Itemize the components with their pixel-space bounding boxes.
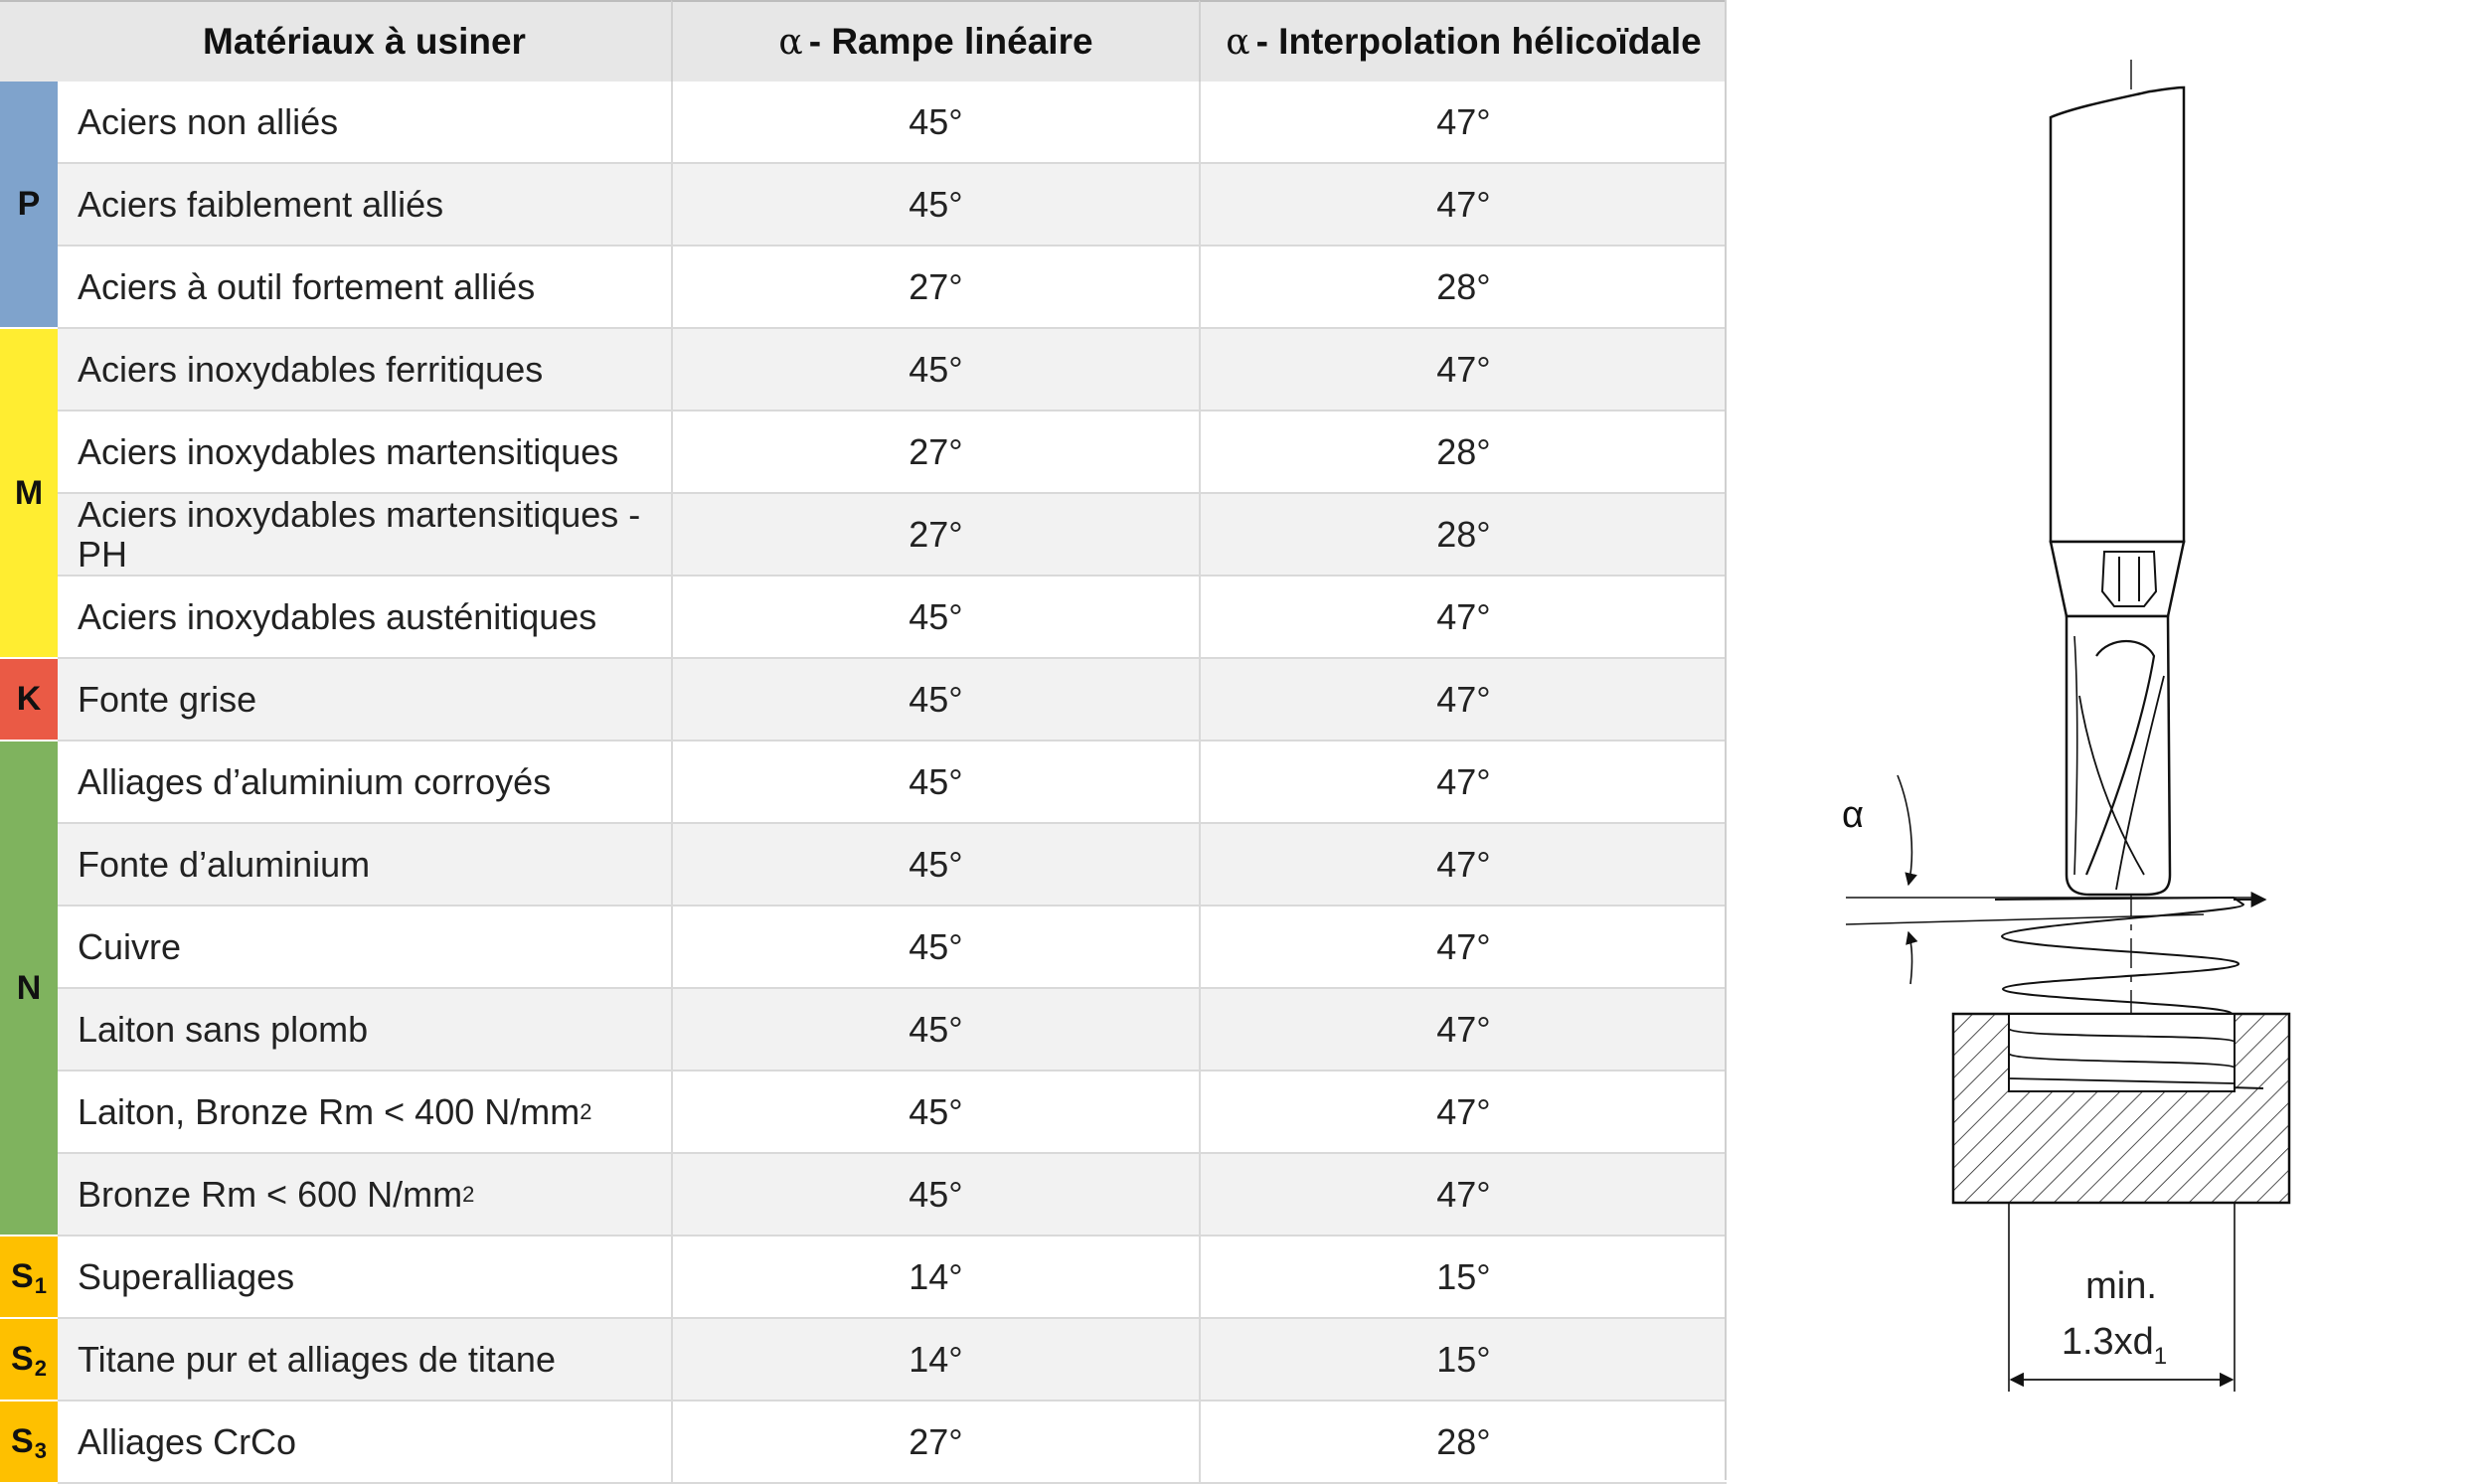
linear-ramp-cell: 45° — [671, 164, 1199, 245]
material-cell: Titane pur et alliages de titane — [78, 1338, 556, 1380]
helical-interp-cell: 47° — [1199, 742, 1727, 822]
table-row — [58, 329, 1727, 412]
table-row — [58, 1402, 1727, 1484]
material-cell: Aciers faiblement alliés — [78, 183, 444, 225]
linear-ramp-cell: 45° — [671, 742, 1199, 822]
group-m: M — [0, 329, 58, 659]
linear-ramp-cell: 45° — [671, 989, 1199, 1070]
table-row — [58, 742, 1727, 824]
linear-ramp-cell: 45° — [671, 907, 1199, 987]
material-cell: Laiton sans plomb — [78, 1008, 369, 1050]
linear-ramp-cell: 14° — [671, 1237, 1199, 1317]
header-helical-label: - Interpolation hélicoïdale — [1255, 21, 1702, 62]
material-cell: Bronze Rm < 600 N/mm 2 — [78, 1173, 475, 1215]
group-p: P — [0, 82, 58, 329]
linear-ramp-cell: 45° — [671, 577, 1199, 657]
helical-interp-cell: 47° — [1199, 164, 1727, 245]
helical-interp-cell: 28° — [1199, 247, 1727, 327]
helical-interp-cell: 47° — [1199, 1154, 1727, 1235]
material-cell: Superalliages — [78, 1255, 295, 1297]
linear-ramp-cell: 45° — [671, 659, 1199, 740]
dimension-label-min: min. — [2085, 1265, 2157, 1307]
table-row — [58, 1154, 1727, 1237]
table-row — [58, 659, 1727, 742]
material-cell: Cuivre — [78, 925, 182, 967]
material-cell: Alliages d’aluminium corroyés — [78, 760, 552, 802]
alpha-arc-bottom — [1908, 932, 1911, 984]
helical-interp-cell: 47° — [1199, 329, 1727, 410]
linear-ramp-cell: 45° — [671, 329, 1199, 410]
helical-interp-cell: 47° — [1199, 659, 1727, 740]
table-row — [58, 494, 1727, 577]
milling-ramp-diagram — [1727, 0, 2485, 1460]
group-s2: S $_2$ — [0, 1319, 58, 1402]
group-k: K — [0, 659, 58, 742]
material-cell: Aciers inoxydables ferritiques — [78, 348, 544, 390]
material-cell: Aciers inoxydables martensitiques — [78, 430, 619, 472]
linear-ramp-cell: 45° — [671, 1154, 1199, 1235]
material-cell: Fonte grise — [78, 678, 257, 720]
table-row — [58, 1237, 1727, 1319]
helical-interp-cell: 28° — [1199, 1402, 1727, 1482]
helical-interp-cell: 15° — [1199, 1237, 1727, 1317]
material-cell: Alliages CrCo — [78, 1420, 297, 1462]
table-row — [58, 824, 1727, 907]
table-row — [58, 412, 1727, 494]
header-linear-label: - Rampe linéaire — [808, 21, 1093, 62]
tool-flat-icon — [2102, 552, 2156, 606]
helical-interp-cell: 28° — [1199, 412, 1727, 492]
dimension-label-value: $1.3xd_1$ — [2061, 1321, 2168, 1370]
tool-shank — [2051, 87, 2184, 542]
material-cell: Aciers non alliés — [78, 100, 339, 142]
header-linear-alpha: α — [778, 21, 803, 63]
material-cell: Fonte d’aluminium — [78, 843, 371, 885]
table-row — [58, 247, 1727, 329]
header-materials-label: Matériaux à usiner — [203, 21, 526, 62]
material-cell: Aciers inoxydables austénitiques — [78, 595, 597, 637]
table-row — [58, 1319, 1727, 1402]
header-materials — [58, 0, 671, 82]
table-row — [58, 989, 1727, 1072]
material-cell: Aciers à outil fortement alliés — [78, 265, 536, 307]
linear-ramp-cell: 14° — [671, 1319, 1199, 1400]
helical-interp-cell: 28° — [1199, 494, 1727, 575]
table-row — [58, 82, 1727, 164]
helical-interp-cell: 47° — [1199, 824, 1727, 905]
group-n: N — [0, 742, 58, 1237]
table-row — [58, 1072, 1727, 1154]
helical-interp-cell: 47° — [1199, 82, 1727, 162]
helical-interp-cell: 47° — [1199, 907, 1727, 987]
material-cell: Laiton, Bronze Rm < 400 N/mm 2 — [78, 1090, 592, 1132]
group-s1: S $_1$ — [0, 1237, 58, 1319]
linear-ramp-cell: 27° — [671, 1402, 1199, 1482]
alpha-arc-top — [1898, 775, 1911, 885]
helical-interp-cell: 47° — [1199, 989, 1727, 1070]
group-s3: S $_3$ — [0, 1402, 58, 1484]
header-linear-ramp — [671, 0, 1199, 82]
table-row — [58, 164, 1727, 247]
helical-interp-cell: 47° — [1199, 1072, 1727, 1152]
header-group-corner — [0, 0, 58, 82]
material-cell: Aciers inoxydables martensitiques - PH — [78, 493, 641, 575]
alpha-label: α — [1842, 794, 1864, 836]
linear-ramp-cell: 45° — [671, 1072, 1199, 1152]
header-helical-alpha: α — [1226, 21, 1250, 63]
header-helical-interp — [1199, 0, 1727, 82]
linear-ramp-cell: 27° — [671, 412, 1199, 492]
helical-interp-cell: 47° — [1199, 577, 1727, 657]
helical-interp-cell: 15° — [1199, 1319, 1727, 1400]
linear-ramp-cell: 45° — [671, 82, 1199, 162]
linear-ramp-cell: 27° — [671, 247, 1199, 327]
table-row — [58, 577, 1727, 659]
table-row — [58, 907, 1727, 989]
linear-ramp-cell: 45° — [671, 824, 1199, 905]
linear-ramp-cell: 27° — [671, 494, 1199, 575]
